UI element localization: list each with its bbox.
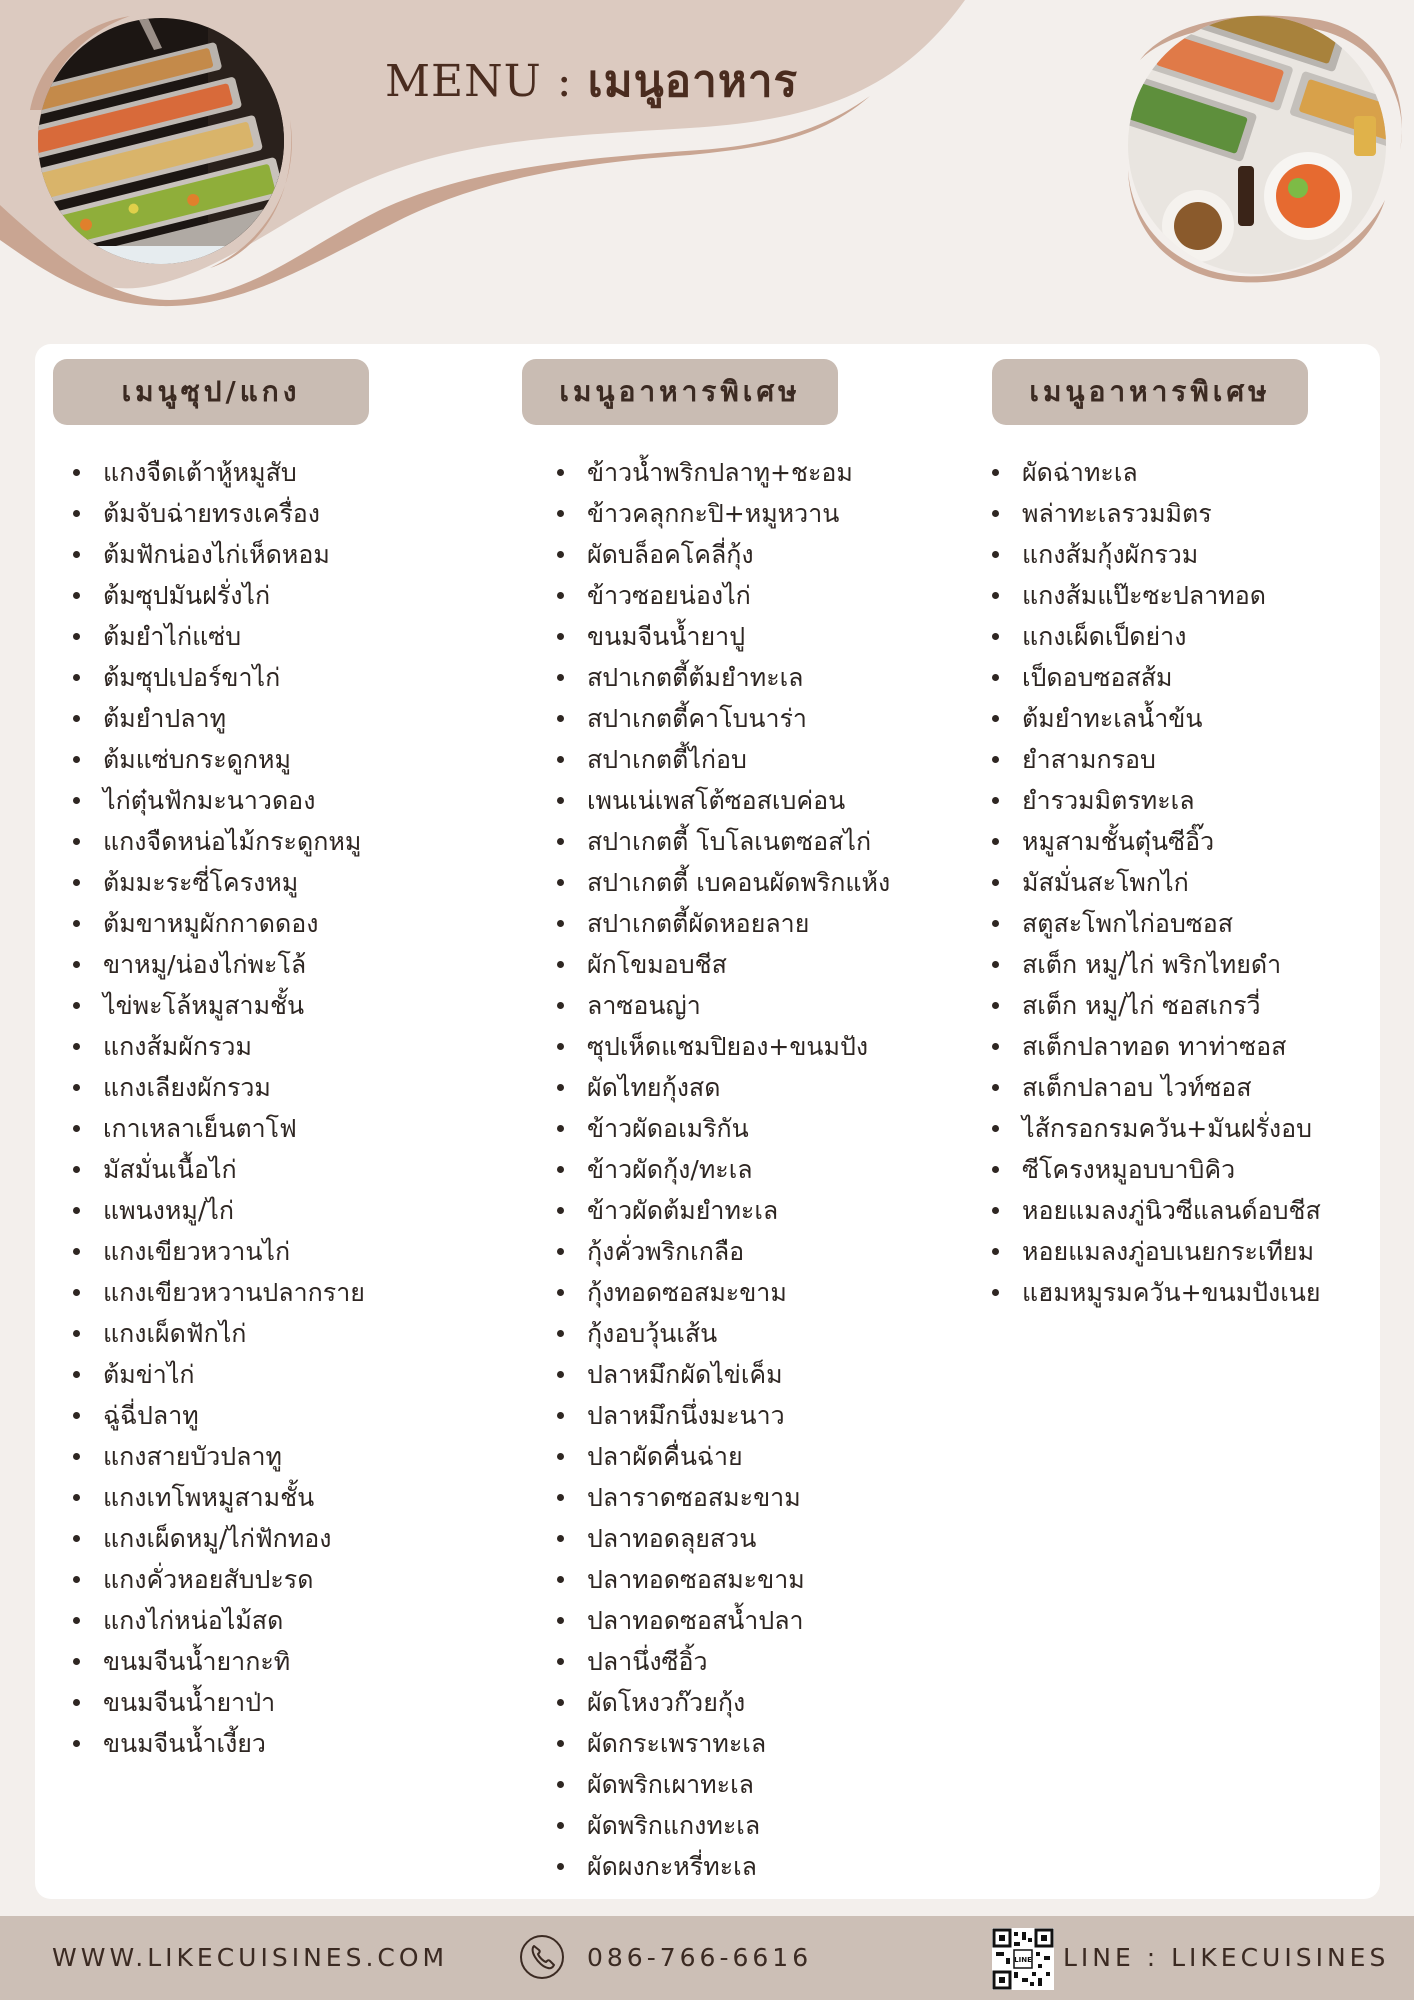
menu-item: แกงส้มกุ้งผักรวม (982, 534, 1321, 575)
menu-item: มัสมั่นสะโพกไก่ (982, 862, 1321, 903)
menu-item: แกงเขียวหวานปลากราย (63, 1272, 365, 1313)
menu-item: สปาเกตตี้ โบโลเนตซอสไก่ (547, 821, 890, 862)
menu-item: ขนมจีนน้ำยาปู (547, 616, 890, 657)
buffet-trays-photo (38, 18, 284, 264)
menu-item: ข้าวผัดกุ้ง/ทะเล (547, 1149, 890, 1190)
menu-item: ปลาราดซอสมะขาม (547, 1477, 890, 1518)
menu-item: แฮมหมูรมควัน+ขนมปังเนย (982, 1272, 1321, 1313)
menu-item: ปลาผัดคื่นฉ่าย (547, 1436, 890, 1477)
menu-item: ลาซอนญ่า (547, 985, 890, 1026)
menu-item: ขนมจีนน้ำเงี้ยว (63, 1723, 365, 1764)
menu-item: แกงส้มแป๊ะซะปลาทอด (982, 575, 1321, 616)
menu-item: ปลาทอดลุยสวน (547, 1518, 890, 1559)
menu-item: เกาเหลาเย็นตาโฟ (63, 1108, 365, 1149)
menu-item: หมูสามชั้นตุ๋นซีอิ๊ว (982, 821, 1321, 862)
menu-item: กุ้งอบวุ้นเส้น (547, 1313, 890, 1354)
menu-item: แกงเทโพหมูสามชั้น (63, 1477, 365, 1518)
menu-item: มัสมั่นเนื้อไก่ (63, 1149, 365, 1190)
menu-item: ซุปเห็ดแชมปิยอง+ขนมปัง (547, 1026, 890, 1067)
menu-item: เป็ดอบซอสส้ม (982, 657, 1321, 698)
buffet-dishes-photo (1128, 16, 1386, 274)
page-title-latin: MENU : (385, 56, 588, 107)
menu-item: สปาเกตตี้ไก่อบ (547, 739, 890, 780)
menu-item: สปาเกตตี้ เบคอนผัดพริกแห้ง (547, 862, 890, 903)
phone-icon (519, 1934, 565, 1980)
menu-item: ซีโครงหมูอบบาบิคิว (982, 1149, 1321, 1190)
menu-item: แพนงหมู/ไก่ (63, 1190, 365, 1231)
menu-item: ขนมจีนน้ำยาป่า (63, 1682, 365, 1723)
menu-item: ปลาหมึกผัดไข่เค็ม (547, 1354, 890, 1395)
menu-item: ต้มข่าไก่ (63, 1354, 365, 1395)
menu-item: กุ้งทอดซอสมะขาม (547, 1272, 890, 1313)
menu-item: ฉู่ฉี่ปลาทู (63, 1395, 365, 1436)
menu-item: ไก่ตุ๋นฟักมะนาวดอง (63, 780, 365, 821)
column-header: เมนูอาหารพิเศษ (992, 359, 1308, 425)
menu-item-list (63, 452, 365, 1764)
menu-item: แกงเลียงผักรวม (63, 1067, 365, 1108)
menu-item: ผัดพริกแกงทะเล (547, 1805, 890, 1846)
menu-item: ผัดไทยกุ้งสด (547, 1067, 890, 1108)
menu-item: สเต็กปลาอบ ไวท์ซอส (982, 1067, 1321, 1108)
menu-item: ข้าวผัดอเมริกัน (547, 1108, 890, 1149)
menu-item: สเต็ก หมู/ไก่ ซอสเกรวี่ (982, 985, 1321, 1026)
menu-item-list (982, 452, 1321, 1313)
website-link[interactable]: WWW.LIKECUISINES.COM (52, 1943, 449, 1972)
menu-item: แกงคั่วหอยสับปะรด (63, 1559, 365, 1600)
page-title-thai: เมนูอาหาร (587, 56, 799, 107)
menu-item: ข้าวผัดต้มยำทะเล (547, 1190, 890, 1231)
menu-item: ผัดบล็อคโคลี่กุ้ง (547, 534, 890, 575)
menu-item: แกงจืดเต้าหู้หมูสับ (63, 452, 365, 493)
menu-item: ต้มยำปลาทู (63, 698, 365, 739)
menu-item: ต้มซุปมันฝรั่งไก่ (63, 575, 365, 616)
menu-item: หอยแมลงภู่นิวซีแลนด์อบชีส (982, 1190, 1321, 1231)
column-header: เมนูซุป/แกง (53, 359, 369, 425)
menu-item: แกงส้มผักรวม (63, 1026, 365, 1067)
menu-item: สเต็ก หมู/ไก่ พริกไทยดำ (982, 944, 1321, 985)
footer (0, 1916, 1414, 2000)
menu-item: ยำสามกรอบ (982, 739, 1321, 780)
menu-item: ข้าวคลุกกะปิ+หมูหวาน (547, 493, 890, 534)
menu-item: เพนเน่เพสโต้ซอสเบค่อน (547, 780, 890, 821)
menu-item: สปาเกตตี้คาโบนาร่า (547, 698, 890, 739)
menu-item: ผัดพริกเผาทะเล (547, 1764, 890, 1805)
menu-item: ปลาหมึกนึ่งมะนาว (547, 1395, 890, 1436)
menu-item: แกงเขียวหวานไก่ (63, 1231, 365, 1272)
menu-item: กุ้งคั่วพริกเกลือ (547, 1231, 890, 1272)
menu-item: ข้าวซอยน่องไก่ (547, 575, 890, 616)
menu-item: ไข่พะโล้หมูสามชั้น (63, 985, 365, 1026)
menu-item: ต้มซุปเปอร์ขาไก่ (63, 657, 365, 698)
menu-item: พล่าทะเลรวมมิตร (982, 493, 1321, 534)
menu-item: สปาเกตตี้ต้มยำทะเล (547, 657, 890, 698)
menu-item: ปลาทอดซอสมะขาม (547, 1559, 890, 1600)
column-header: เมนูอาหารพิเศษ (522, 359, 838, 425)
menu-item: ไส้กรอกรมควัน+มันฝรั่งอบ (982, 1108, 1321, 1149)
menu-item: ผักโขมอบชีส (547, 944, 890, 985)
page-title (385, 46, 798, 116)
line-account[interactable]: LINE : LIKECUISINES (1063, 1943, 1390, 1972)
menu-item: สตูสะโพกไก่อบซอส (982, 903, 1321, 944)
menu-item: ต้มแซ่บกระดูกหมู (63, 739, 365, 780)
menu-item: ปลาทอดซอสน้ำปลา (547, 1600, 890, 1641)
menu-item: ยำรวมมิตรทะเล (982, 780, 1321, 821)
menu-item: ต้มจับฉ่ายทรงเครื่อง (63, 493, 365, 534)
menu-panel (35, 344, 1380, 1899)
menu-item: ขนมจีนน้ำยากะทิ (63, 1641, 365, 1682)
menu-item: ผัดผงกะหรี่ทะเล (547, 1846, 890, 1887)
menu-item: ต้มฟักน่องไก่เห็ดหอม (63, 534, 365, 575)
menu-item-list (547, 452, 890, 1887)
menu-item: สปาเกตตี้ผัดหอยลาย (547, 903, 890, 944)
menu-item: แกงเผ็ดเป็ดย่าง (982, 616, 1321, 657)
menu-item: แกงเผ็ดฟักไก่ (63, 1313, 365, 1354)
menu-item: ผัดกระเพราทะเล (547, 1723, 890, 1764)
menu-item: แกงไก่หน่อไม้สด (63, 1600, 365, 1641)
menu-item: สเต็กปลาทอด ทาท่าซอส (982, 1026, 1321, 1067)
menu-item: แกงสายบัวปลาทู (63, 1436, 365, 1477)
menu-item: ต้มยำทะเลน้ำข้น (982, 698, 1321, 739)
phone-number[interactable]: 086-766-6616 (587, 1943, 813, 1972)
menu-item: ผัดฉ่าทะเล (982, 452, 1321, 493)
menu-item: แกงจืดหน่อไม้กระดูกหมู (63, 821, 365, 862)
svg-text:LINE: LINE (1014, 1956, 1032, 1964)
menu-item: ต้มมะระซี่โครงหมู (63, 862, 365, 903)
menu-item: ขาหมู/น่องไก่พะโล้ (63, 944, 365, 985)
menu-item: ผัดโหงวก๊วยกุ้ง (547, 1682, 890, 1723)
menu-item: ข้าวน้ำพริกปลาทู+ชะอม (547, 452, 890, 493)
menu-item: ปลานึ่งซีอิ้ว (547, 1641, 890, 1682)
qr-code-icon (992, 1928, 1054, 1990)
menu-item: แกงเผ็ดหมู/ไก่ฟักทอง (63, 1518, 365, 1559)
menu-item: ต้มขาหมูผักกาดดอง (63, 903, 365, 944)
menu-item: ต้มยำไก่แซ่บ (63, 616, 365, 657)
menu-item: หอยแมลงภู่อบเนยกระเทียม (982, 1231, 1321, 1272)
